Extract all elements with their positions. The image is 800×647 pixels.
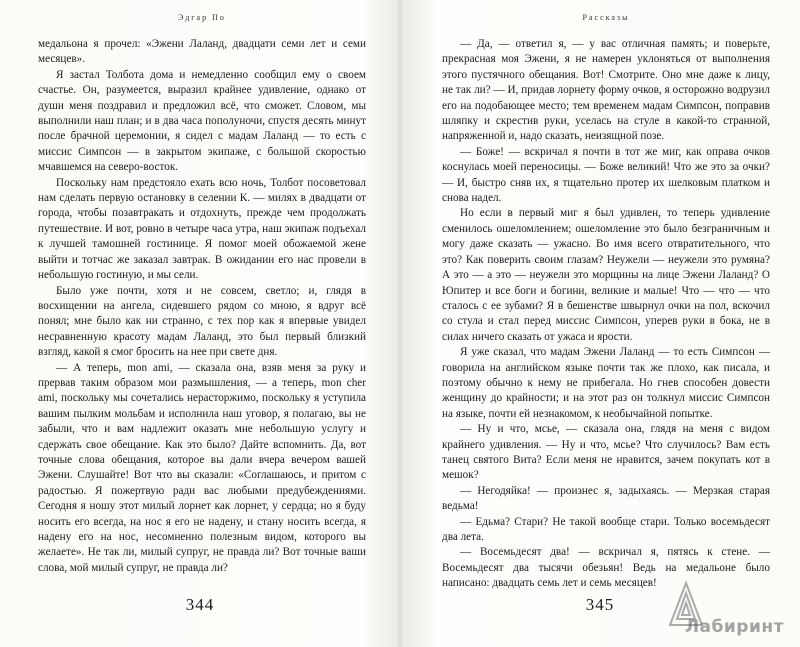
page-number-right: 345 — [585, 595, 615, 614]
labirint-watermark-logo — [664, 579, 784, 641]
right-paragraph: Я уже сказал, что мадам Эжени Лаланд — то есть Симпсон — говорила на английском языке почти так же плохо, как писала, и поэтому обычно к нему не прибегала. Но гнев способен довести женщину до крайности; и на этот раз он толкнул миссис Симпсон на языке, почти ей незнакомом, к необычайной попытке. — [442, 346, 770, 420]
left-paragraph: медальона я прочел: «Эжени Лаланд, двадцати семи лет и семи месяцев». — [38, 38, 366, 66]
left-paragraph: — А теперь, mon ami, — сказала она, взяв меня за руку и прервав таким образом мои размышления, — а теперь, mon cher ami, поскольку мы сочетались нерасторжимо, поскольку я уступила вашим пылким мольбам и исполнила наш уговор, я полагаю, вы не забыли, что и вам надлежит оказать мне небольшую услугу и сдержать свое обещание. Как это было? Дайте вспомнить. Да, вот точные слова обещания, которое вы дали вчера вечером вашей Эжени. Слушайте! Вот что вы сказали: «Соглашаюсь, и притом с радостью. Я пожертвую ради вас любыми предубеждениями. Сегодня я ношу этот милый лорнет как лорнет, у сердца; но я буду носить его всегда, на нос я его не надену, и стану носить всегда, я надену его на нос, несомненно полезным видом, которого вы желаете». Не так ли, милый супруг, не правда ли? Вот точные ваши слова, мой милый супруг, не правда ли? — [38, 361, 366, 574]
running-head-title: Рассказы — [582, 13, 630, 22]
right-paragraph: — Боже! — вскричал я почти в тот же миг, как оправа очков коснулась моей переносицы. — Боже великий! Что же это за очки? — И, быстро сняв их, я тщательно протер их шелковым платком и снова надел. — [442, 145, 770, 205]
left-paragraph: Я застал Толбота дома и немедленно сообщил ему о своем счастье. Он, разумеется, выразил крайнее удивление, однако от души меня поздравил и предложил всё, что сможет. Словом, мы выполнили наш план; и в два часа пополуночи, спустя десять минут после брачной церемонии, я сидел с мадам Лаланд — то есть с миссис Симпсон — в закрытом экипаже, с большой скоростью мчавшемся на северо-восток. — [38, 68, 366, 174]
right-page — [400, 0, 800, 647]
watermark-text: Лабиринт — [684, 617, 784, 637]
right-paragraph: — Ну и что, мсье, — сказала она, глядя на меня с видом крайнего удивления. — Ну и что, мсье? Что случилось? Вам есть танец святого Вита? Если меня не нравится, зачем покупать кот в мешок? — [442, 423, 770, 482]
left-page-text — [38, 37, 366, 576]
page-number-left: 344 — [185, 595, 215, 614]
left-paragraph: Было уже почти, хотя и не совсем, светло; и, глядя в восхищении на ангела, сидевшего рядом со мною, я вдруг всё понял; мне было как ни странно, с тех пор как я впервые увидел несравненную красоту мадам Лаланд, это был первый близкий взгляд, какой я смог бросить на нее при свете дня. — [38, 284, 366, 359]
right-paragraph: — Едьма? Стари? Не такой вообще стари. Только восемьдесят два лета. — [442, 515, 770, 543]
running-head-author: Эдгар По — [178, 13, 226, 22]
right-paragraph: — Да, — ответил я, — у вас отличная память; и поверьте, прекрасная моя Эжени, я не намерен уклоняться от выполнения этого пустячного обещания. Вот! Смотрите. Оно мне даже к лицу, не так ли? — И, придав лорнету форму очков, я осторожно водрузил его на подобающее место; тем временем мадам Симпсон, поправив шляпку и скрестив руки, уселась на стуле в какой-то странной, напряженной и, надо сказать, неизящной позе. — [442, 38, 770, 143]
left-paragraph: Поскольку нам предстояло ехать всю ночь, Толбот посоветовал нам сделать первую остановку в селении К. — милях в двадцати от города, чтобы позавтракать и отдохнуть, прежде чем продолжать путешествие. И вот, ровно в четыре часа утра, наш экипаж подъехал к лучшей тамошней гостинице. Я помог моей обожаемой жене выйти и тотчас же заказал завтрак. В ожидании его нас провели в небольшую гостиную, и мы сели. — [38, 176, 366, 282]
right-paragraph: — Восемьдесят два! — вскричал я, пятясь к стене. — Восемьдесят два тысячи обезьян! Ведь на медальоне было написано: двадцать семь лет и семь месяцев! — [442, 546, 770, 590]
right-paragraph: — Негодяйка! — произнес я, задыхаясь. — Мерзкая старая ведьма! — [442, 484, 770, 513]
right-page-text — [442, 37, 770, 592]
right-paragraph: Но если в первый миг я был удивлен, то теперь удивление сменилось ошеломлением; ошеломление это было безграничным и могу даже сказать — ужасно. Во имя всего отвратительного, что это? Как поверить своим глазам? Неужели — неужели это румяна? А это — а это — неужели это морщины на лице Эжени Лаланд? О Юпитер и все боги и богини, великие и малые! Что — что — что сталось с ее зубами? Я в бешенстве швырнул очки на пол, вскочил со стула и стал перед миссис Симпсон, уперев руки в бока, не в силах ничего сказать от ужаса и ярости. — [442, 207, 770, 343]
